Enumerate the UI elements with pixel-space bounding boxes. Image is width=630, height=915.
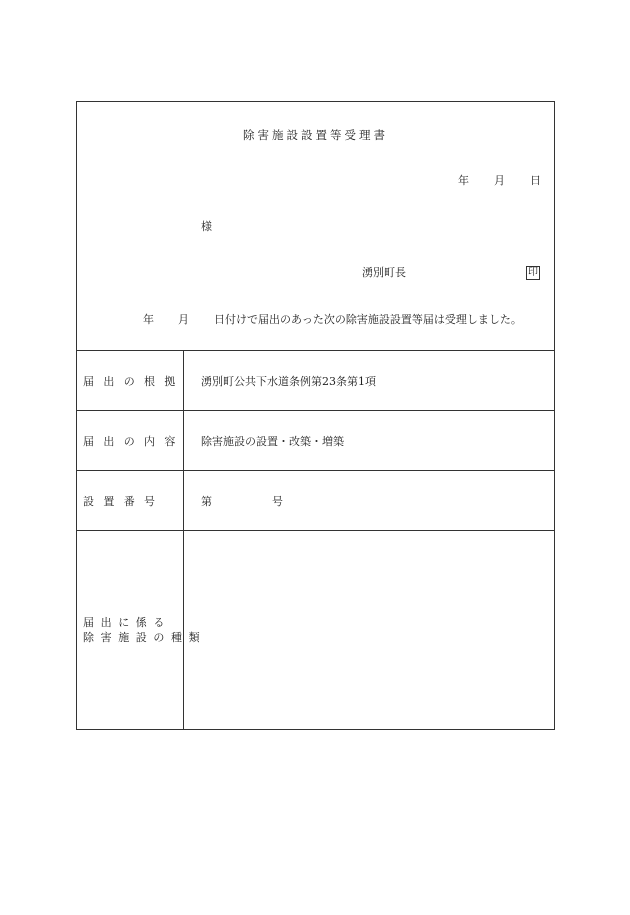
number-suffix: 号 <box>272 494 283 508</box>
number-prefix: 第 <box>201 494 212 508</box>
row-label: 届出に係る 除害施設の種類 <box>77 531 184 729</box>
seal-mark <box>526 265 540 280</box>
installation-number-field[interactable] <box>201 471 283 530</box>
statement-text: 日付けで届出のあった次の除害施設設置等届は受理しました。 <box>214 313 522 326</box>
table-row <box>77 471 554 531</box>
acceptance-form <box>76 101 555 730</box>
table-row <box>77 351 554 411</box>
statement-month: 月 <box>178 313 189 326</box>
statement-year: 年 <box>143 313 154 326</box>
issuer-name: 湧別町長 <box>362 266 406 279</box>
row-label: 設置番号 <box>77 471 184 530</box>
date-month-label: 月 <box>494 174 505 187</box>
table-row <box>77 531 554 729</box>
date-day-label: 日 <box>530 174 541 187</box>
seal-icon: 印 <box>528 267 538 278</box>
form-header <box>77 102 554 351</box>
document-title: 除害施設設置等受理書 <box>243 128 388 142</box>
addressee-suffix: 様 <box>201 220 212 233</box>
table-row <box>77 411 554 471</box>
row-label: 届出の内容 <box>77 411 184 470</box>
row-label: 届出の根拠 <box>77 351 184 410</box>
date-year-label: 年 <box>458 174 469 187</box>
row-value: 除害施設の設置・改築・増築 <box>201 434 344 448</box>
row-value: 湧別町公共下水道条例第23条第1項 <box>201 374 376 388</box>
